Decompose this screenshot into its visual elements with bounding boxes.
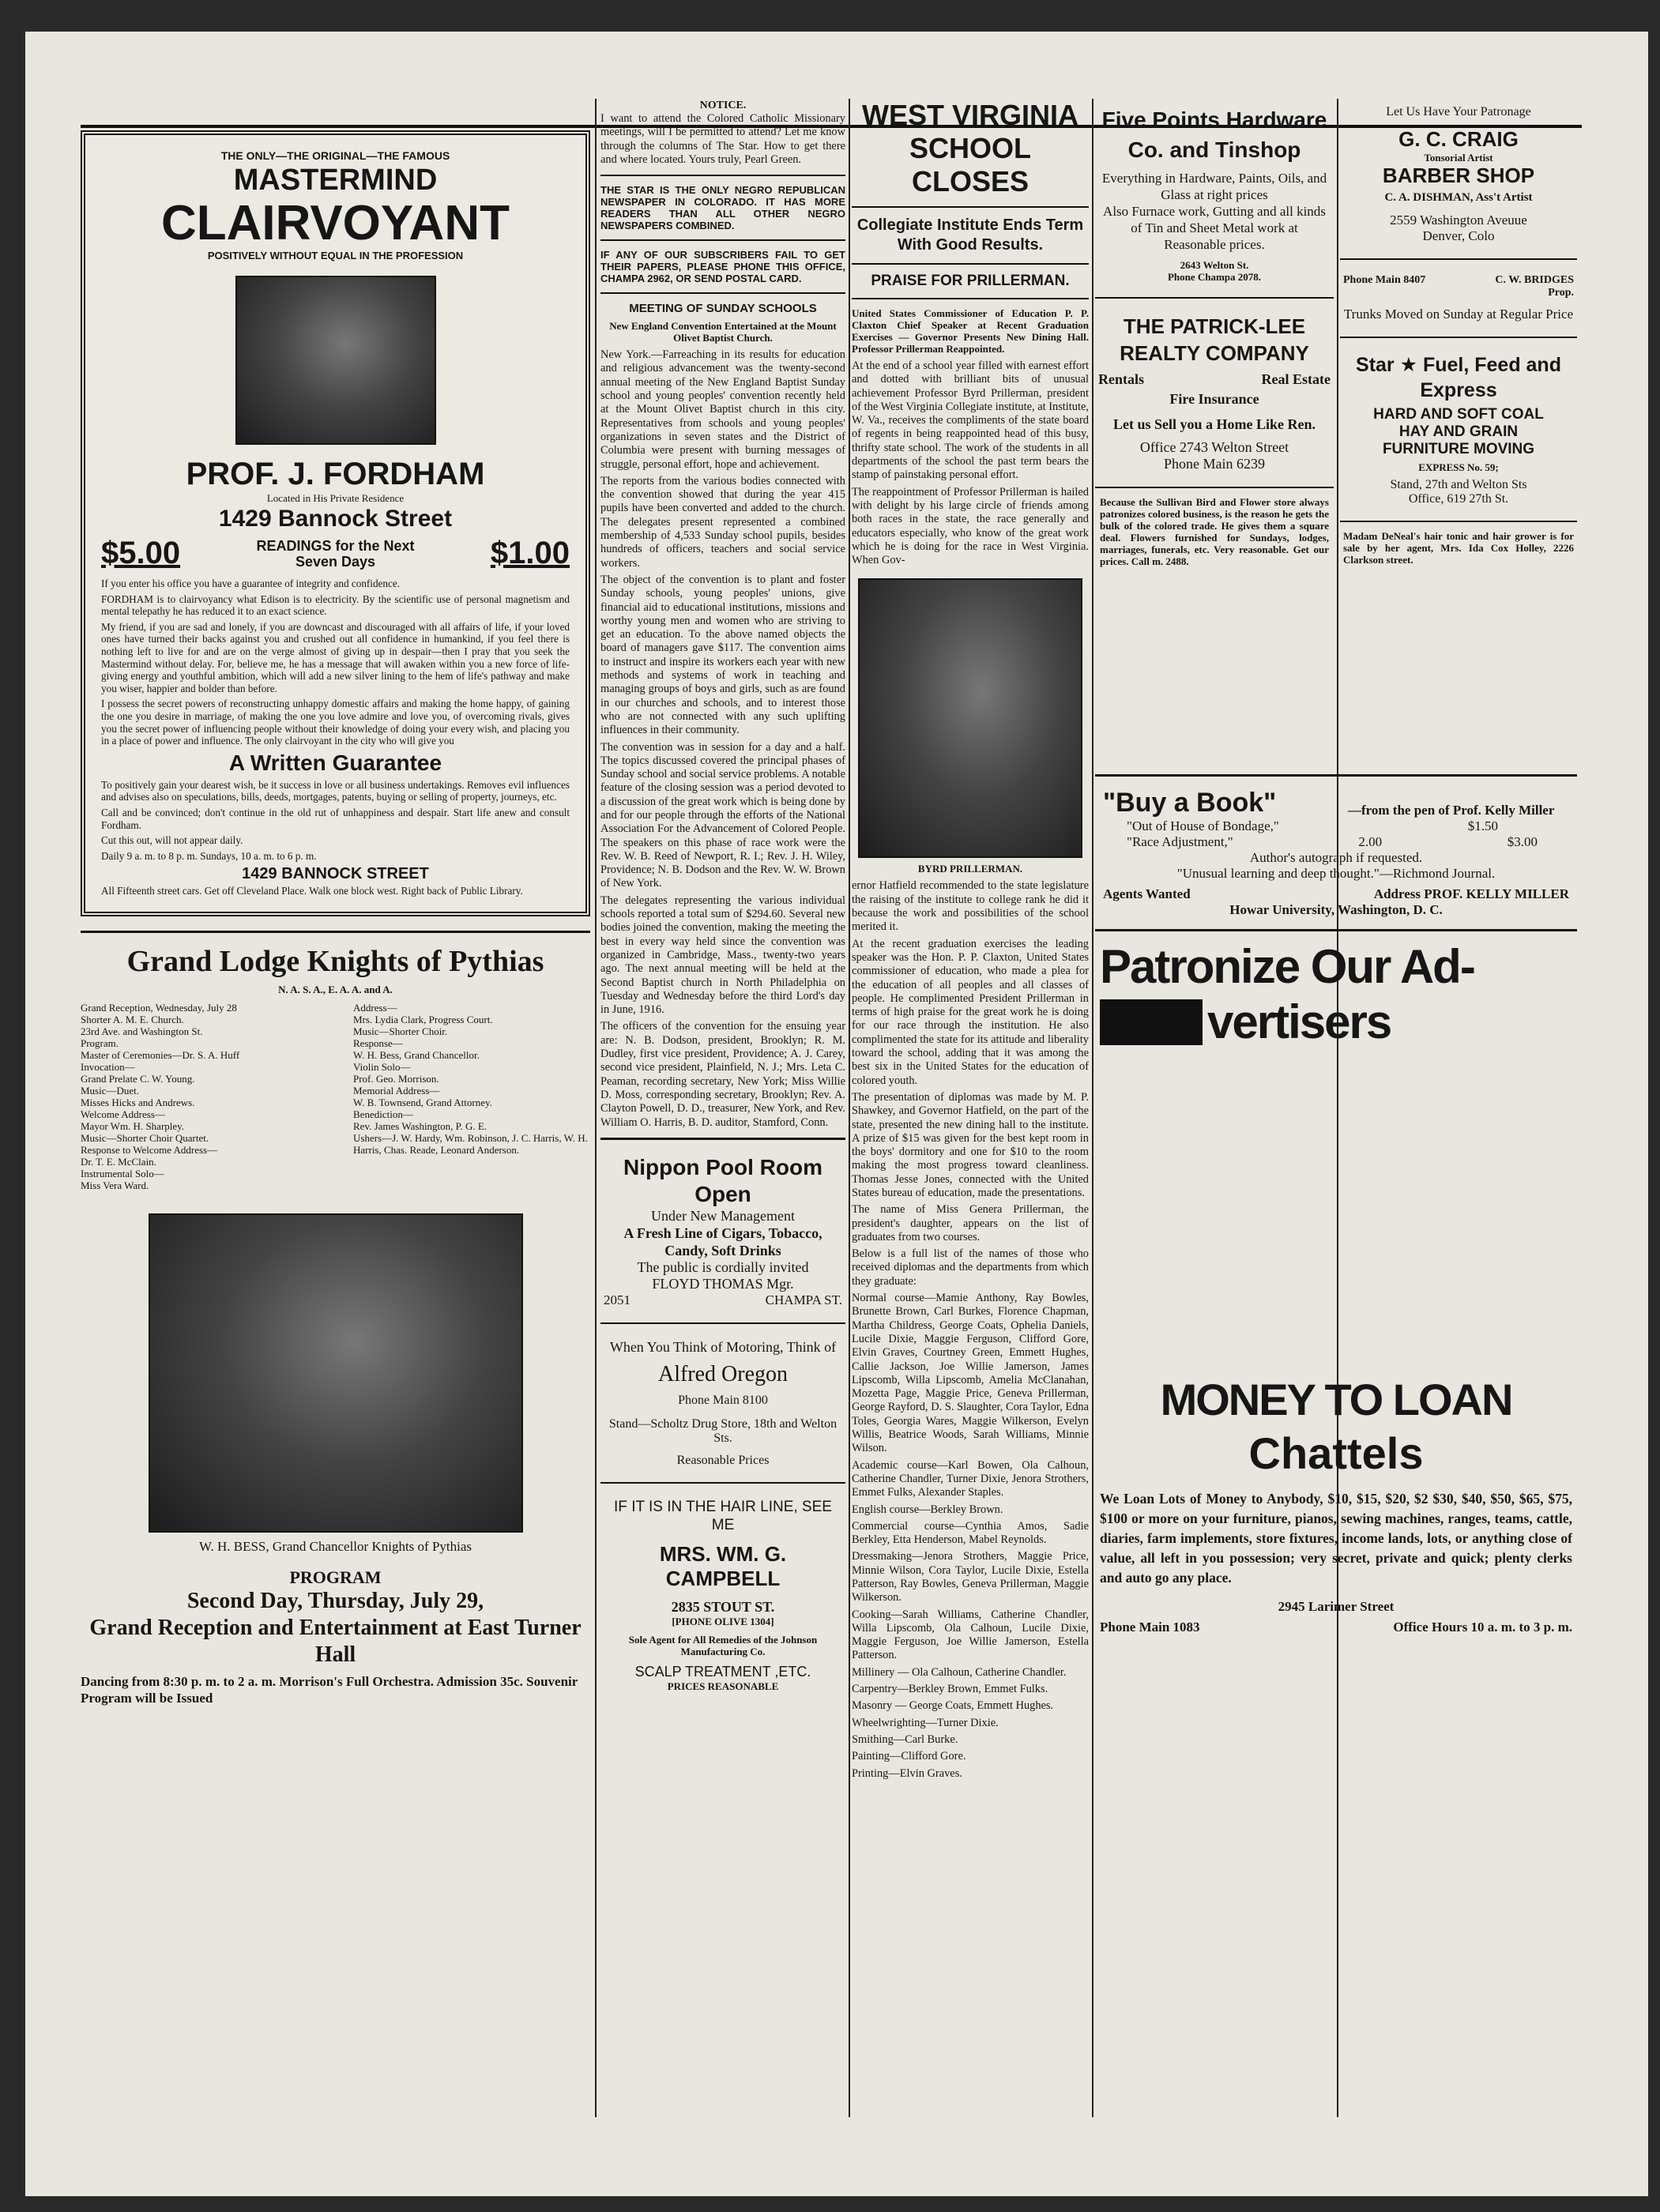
patrick-lee-real-estate: Real Estate	[1261, 371, 1331, 387]
motoring-name: Alfred Oregon	[657, 1361, 789, 1386]
patrick-lee-fire: Fire Insurance	[1169, 391, 1259, 407]
star-notice: THE STAR IS THE ONLY NEGRO REPUBLICAN NEWSPAPER IN COLORADO. IT HAS MORE READERS THAN ALL OTHER NEGRO NEWSPAPERS COMBINED.	[600, 184, 845, 232]
article-paragraph: Normal course—Mamie Anthony, Ray Bowles, Brunette Brown, Carl Burkes, Florence Chapman, Martha Childress, George Coats, Ophelia Daniels, Lucile Dixie, Maggie Ferguson, Clifford Gore, Elvin Graves, Courtney Green, Emmett Hughes, Callie Jackson, Joe Willie Jamerson, James Lipscomb, Willa Lipscomb, Amelia McClanahan, Mozetta Page, Maggie Price, Geneva Prillerman, George Rayford, D. S. Slaughter, Cora Taylor, Edna Toles, Georgia Wares, Maggie Wilkerson, Evelyn Willis, Beatrice Woods, Sarah Williams, Minnie Wilson.	[852, 1292, 1089, 1455]
article-paragraph: Smithing—Carl Burke.	[852, 1732, 958, 1746]
craig-shop: BARBER SHOP	[1382, 164, 1535, 187]
article-paragraph: New York.—Farreaching in its results for education and religious advancement was the twenty-second annual meeting of the New England Baptist Sunday school and young peoples' convention recently held at the Mount Olivet Baptist church in this city. Representatives from schools and young peoples' organizations in seven states and the District of Columbia were present with burning messages of struggle, personal effort, hope and achievement.	[600, 348, 845, 471]
divider	[852, 206, 1089, 208]
article-paragraph: The presentation of diplomas was made by M. P. Shawkey, and Governor Hatfield, on the part of the state, presented the new dining hall to the institute. A prize of $15 was given for the best kept room in the boys' dormitory and one for $10 to the room making the most progress toward cleanliness. Thomas Jesse Jones, connected with the United States bureau of education, made the presentations.	[852, 1090, 1089, 1199]
patronize-line2-row	[1100, 995, 1572, 1050]
five-points-line: Everything in Hardware, Paints, Oils, and Glass at right prices	[1101, 171, 1327, 202]
nippon-line: A Fresh Line of Cigars, Tobacco, Candy, Soft Drinks	[623, 1224, 822, 1258]
wv-headline: WEST VIRGINIA SCHOOL CLOSES	[861, 99, 1078, 198]
patrick-lee-phone: Phone Main 6239	[1164, 456, 1265, 472]
divider	[1340, 337, 1577, 338]
article-paragraph: At the end of a school year filled with earnest effort and dotted with brilliant bits of unusual achievement Professor Byrd Prillerman, president of the West Virginia Collegiate institute, at Institute, W. Va., receives the compliments of the state board of regents in being reappointed head of this busy, thrifty state school. The work of the students in all departments of the school the past term bears the stamp of painstaking personal effort.	[852, 359, 1089, 482]
star-fuel-ad	[1340, 346, 1577, 513]
motoring-stand: Stand—Scholtz Drug Store, 18th and Welton Sts.	[608, 1416, 838, 1445]
article-paragraph: Cooking—Sarah Williams, Catherine Chandler, Willa Lipscomb, Ola Calhoun, Lucile Dixie, Maggie Ferguson, Joe Willie Jamerson, Estella Patterson.	[852, 1608, 1089, 1662]
clairvoyant-ad	[81, 130, 590, 916]
notice-heading: NOTICE.	[699, 100, 747, 111]
column-5	[1340, 99, 1577, 762]
patrick-lee-ad	[1095, 307, 1334, 479]
patrick-lee-sell: Let us Sell you a Home Like Ren.	[1112, 416, 1316, 432]
article-paragraph: The delegates representing the various individual schools reported a total sum of $294.60. Several new bodies joined the convention, making the meeting the best in every way held since the convention was organized in Cambridge, Mass., twenty-two years ago. The next annual meeting will be held at the Second Baptist church in North Philadelphia on Tuesday and Wednesday before the third Lord's day in June, 1916.	[600, 893, 845, 1017]
star-fuel-line: HAY AND GRAIN	[1398, 423, 1519, 440]
ad-paragraph: If you enter his office you have a guarantee of integrity and confidence.	[101, 577, 401, 589]
nippon-street: CHAMPA ST.	[765, 1292, 842, 1307]
clairvoyant-illustration	[235, 276, 436, 445]
patrick-lee-services	[1098, 371, 1331, 388]
loan-hours: Office Hours 10 a. m. to 3 p. m.	[1393, 1620, 1572, 1635]
craig-artist: Tonsorial Artist	[1424, 152, 1493, 164]
ad-price-new: $1.00	[490, 536, 570, 570]
article-paragraph: Academic course—Karl Bowen, Ola Calhoun, Catherine Chandler, Turner Dixie, Jenora Strothers, Emmet Fulks, Alexander Staples.	[852, 1458, 1089, 1499]
ad-paragraph: My friend, if you are sad and lonely, if you are downcast and discouraged with all affairs of life, if your loved ones have turned their backs against you and crushed out all confidence in humankind, if you feel there is nothing left to live for and are on the verge almost of giving up in despair—then I pray that you seek the Mastermind without delay. For, believe me, he has a message that will awaken within you a new force of life-giving energy and youthful ambition, which will add a new silver lining to the hem of life's pathway and make you wiser, happier and bolder than before.	[101, 620, 570, 694]
article-paragraph: The reports from the various bodies connected with the convention showed that during the year 415 pupils have been converted and added to the church. The delegates present represented a combined membership of 4,533 Sunday school pupils, besides hundreds of officers, teachers and social service workers.	[600, 474, 845, 570]
hair-line: IF IT IS IN THE HAIR LINE, SEE ME	[614, 1498, 832, 1533]
divider	[852, 298, 1089, 299]
article-paragraph: Carpentry—Berkley Brown, Emmet Fulks.	[852, 1683, 1048, 1696]
article-paragraph: The convention was in session for a day and a half. The topics discussed covered the principal phases of Sunday school and social service problems. A notable feature of the closing session was a period devoted to a discussion of the great work which is being done by and for our people through the efforts of the National Association For the Advancement of Colored People. The speakers on this phase of race work were the Rev. W. B. Reed of Newport, R. I.; Rev. J. H. Wiley, Providence; N. B. Dodson and the Rev. W. W. Brown of New York.	[600, 740, 845, 890]
prillerman-caption: BYRD PRILLERMAN.	[917, 863, 1023, 875]
trunks-proprietor: C. W. BRIDGES Prop.	[1495, 274, 1574, 299]
nippon-ad	[600, 1148, 845, 1315]
five-points-ad	[1095, 99, 1334, 289]
star-fuel-express: EXPRESS No. 59;	[1418, 461, 1499, 473]
ad-paragraph: To positively gain your dearest wish, be it success in love or all business undertakings. Removes evil influences and advises also on speculations, bills, deeds, mortgages, patents, buying or selling of property, journeys, etc.	[101, 778, 570, 803]
nippon-invite: The public is cordially invited	[637, 1258, 809, 1275]
ad-guarantee: A Written Guarantee	[228, 750, 442, 775]
ad-located: Located in His Private Residence	[266, 492, 405, 504]
patrick-lee-office: Office 2743 Welton Street	[1139, 439, 1289, 455]
book-pen: —from the pen of Prof. Kelly Miller	[1348, 803, 1555, 818]
divider	[1095, 297, 1334, 299]
nippon-title: Nippon Pool Room Open	[623, 1154, 822, 1206]
grand-lodge-program	[81, 1002, 590, 1191]
program-left: Grand Reception, Wednesday, July 28 Shorter A. M. E. Church. 23rd Ave. and Washington St. Program. Master of Ceremonies—Dr. S. A. Huff Invocation— Grand Prelate C. W. Young. Music—Duet. Misses Hicks and Andrews. Welcome Address— Mayor Wm. H. Sharpley. Music—Shorter Choir Quartet. Response to Welcome Address— Dr. T. E. McClain. Instrumental Solo— Miss Vera Ward.	[81, 1001, 240, 1191]
trunks-sunday: Trunks Moved on Sunday at Regular Price	[1343, 307, 1574, 322]
five-points-address: 2643 Welton St.	[1180, 259, 1249, 271]
ad-readings: READINGS for the Next Seven Days	[256, 537, 415, 570]
column-rule	[595, 99, 597, 2117]
ad-street: 1429 BANNOCK STREET	[242, 865, 429, 883]
article-paragraph: The name of Miss Genera Prillerman, the president's daughter, appears on the list of graduates from two courses.	[852, 1203, 1089, 1243]
patrick-lee-rentals: Rentals	[1098, 371, 1144, 387]
trunks-ad	[1340, 268, 1577, 329]
divider	[852, 263, 1089, 265]
article-paragraph: Masonry — George Coats, Emmett Hughes.	[852, 1699, 1054, 1713]
wv-praise: PRAISE FOR PRILLERMAN.	[871, 273, 1070, 289]
article-paragraph: Wheelwrighting—Turner Dixie.	[852, 1716, 999, 1729]
article-paragraph: Commercial course—Cynthia Amos, Sadie Berkley, Etta Henderson, Mabel Reynolds.	[852, 1519, 1089, 1547]
motoring-phone: Phone Main 8100	[678, 1393, 768, 1407]
five-points-title: Five Points Hardware Co. and Tinshop	[1101, 107, 1327, 162]
craig-patronage: Let Us Have Your Patronage	[1386, 105, 1531, 118]
ad-paragraph: FORDHAM is to clairvoyancy what Edison is to electricity. By the scientific use of personal magnetism and mental telepathy he has reduced it to an exact science.	[101, 592, 570, 618]
article-paragraph: Dressmaking—Jenora Strothers, Maggie Price, Minnie Wilson, Cora Taylor, Lucile Dixie, Estella Patterson, Ray Bowles, Geneva Prillerman, Maggie Wilkerson.	[852, 1550, 1089, 1604]
ad-cutout: Cut this out, will not appear daily.	[101, 834, 243, 847]
divider	[600, 292, 845, 294]
article-paragraph: The officers of the convention for the ensuing year are: N. B. Dodson, president, Brooklyn; R. M. Dudley, first vice president, Providence; A. J. Carey, second vice president, Plainfield, N. J.; Mrs. Leta C. Peaman, recording secretary, New York; Miss Willie D. Moss, corresponding secretary, Brooklyn; Rev. A. Clayton Powell, D. D., treasurer, New York, and Rev. William O. Harris, B. D. auditor, Stamford, Conn.	[600, 1020, 845, 1129]
loan-title: MONEY TO LOAN	[1160, 1375, 1512, 1424]
book-agents: Agents Wanted	[1103, 886, 1191, 901]
program-heading: PROGRAM	[289, 1567, 382, 1587]
newspaper-page	[25, 32, 1648, 2196]
hair-address: 2835 STOUT ST.	[671, 1598, 775, 1615]
loan-contact-row	[1100, 1620, 1572, 1635]
money-loan-ad	[1095, 1374, 1577, 1635]
ad-paragraph: I possess the secret powers of reconstructing unhappy domestic affairs and making the home happy, of gaining the one you desire in marriage, of making the one you love admire and love you, of overcoming rivals, gives you the secret power of influencing people without their knowledge of doing your every wish, and placing you in a place of power and influence. The only clairvoyant in the city who will give you	[101, 698, 570, 747]
patronize-ad	[1095, 939, 1577, 1050]
flower-notice: Because the Sullivan Bird and Flower store always patronizes colored business, is the reason he gets the bulk of the colored trade. He gives them a square deal. Flowers furnished for Sundays, lodges, marriages, funerals, etc. Very reasonable. Get our prices. Call m. 2488.	[1100, 496, 1329, 567]
article-paragraph: Below is a full list of the names of those who received diplomas and the departments from which they graduate:	[852, 1247, 1089, 1288]
hair-name: MRS. WM. G. CAMPBELL	[659, 1541, 787, 1590]
ad-price-old: $5.00	[101, 536, 181, 570]
nippon-management: Under New Management	[651, 1207, 795, 1224]
book-agents-row	[1103, 886, 1569, 902]
divider	[1340, 521, 1577, 522]
book-ad	[1095, 784, 1577, 921]
book-title: "Buy a Book"	[1103, 788, 1277, 818]
ink-blot	[1100, 999, 1203, 1045]
craig-name: G. C. CRAIG	[1398, 127, 1519, 151]
column-2	[600, 99, 845, 2169]
article-paragraph: The object of the convention is to plant and foster Sunday schools, young peoples' unions, give financial aid to educational institutions, missions and worthy young men and women who are striving to get an education. To the above named objects the board of managers gave $117. The convention aims to instruct and inspire its workers each year with new methods and systems of work in teaching and managing groups of boys and girls, such as are found in our churches and schools, and to interest those who are not connected with any such uplifting influences in their community.	[600, 573, 845, 737]
article-paragraph: ernor Hatfield recommended to the state legislature the raising of the institute to college rank he did it because the work and possibilities of the school merited it.	[852, 879, 1089, 934]
blank-space	[1095, 1050, 1577, 1374]
bess-portrait-photo	[149, 1213, 523, 1533]
program-reception: Grand Reception and Entertainment at East Turner Hall	[89, 1615, 582, 1667]
book-price: 2.00	[1358, 834, 1383, 849]
program-day: Second Day, Thursday, July 29,	[186, 1588, 484, 1613]
ad-directions: All Fifteenth street cars. Get off Cleveland Place. Walk one block west. Right back of Public Library.	[101, 885, 523, 897]
star-fuel-stand: Stand, 27th and Welton Sts	[1390, 478, 1527, 491]
hair-tonic-notice: Madam DeNeal's hair tonic and hair grower is for sale by her agent, Mrs. Ida Cox Holley, 2226 Clarkson street.	[1343, 530, 1574, 566]
divider	[600, 1482, 845, 1484]
nippon-address-row	[604, 1292, 842, 1308]
divider	[1095, 487, 1334, 488]
divider	[600, 175, 845, 176]
column-rule	[849, 99, 850, 2117]
motoring-line: When You Think of Motoring, Think of	[609, 1338, 837, 1355]
hair-scalp: SCALP TREATMENT ,ETC.	[634, 1663, 811, 1680]
craig-assistant: C. A. DISHMAN, Ass't Artist	[1384, 191, 1533, 204]
divider	[1095, 774, 1577, 777]
article-paragraph: English course—Berkley Brown.	[852, 1503, 1003, 1516]
article-paragraph: Printing—Elvin Graves.	[852, 1766, 962, 1780]
grand-lodge-subtitle: N. A. S. A., E. A. A. and A.	[278, 983, 393, 995]
divider	[600, 239, 845, 241]
ad-price-row	[101, 536, 570, 571]
column-3	[852, 99, 1089, 2169]
article-paragraph: Painting—Clifford Gore.	[852, 1750, 966, 1763]
wide-ad-area	[1095, 774, 1577, 2117]
book-university: Howar University, Washington, D. C.	[1229, 902, 1443, 917]
hair-agent: Sole Agent for All Remedies of the Johnson Manufacturing Co.	[628, 1633, 818, 1657]
column-4	[1095, 99, 1334, 762]
book-item: "Out of House of Bondage,"	[1127, 818, 1279, 833]
ad-title-mastermind: MASTERMIND	[233, 164, 438, 197]
book-quote: "Unusual learning and deep thought."—Richmond Journal.	[1176, 866, 1496, 881]
star-fuel-line: HARD AND SOFT COAL	[1373, 406, 1544, 423]
motoring-ad	[600, 1332, 845, 1474]
trunks-phone: Phone Main 8407	[1343, 274, 1426, 286]
article-paragraph: Millinery — Ola Calhoun, Catherine Chandler.	[852, 1665, 1067, 1679]
book-item: "Race Adjustment,"	[1127, 834, 1233, 849]
craig-address: 2559 Washington Aveuue	[1390, 213, 1527, 228]
article-paragraph: At the recent graduation exercises the leading speaker was the Hon. P. P. Claxton, United States commissioner of education, who made a plea for the education of all peoples and all classes of people. He complimented President Prillerman in terms of high praise for the great work he is doing for our race through the institution. He also complimented the state for its attitude and liberality toward the school, adding that it was among the best six in the United States for the education of colored youth.	[852, 937, 1089, 1087]
divider	[1095, 929, 1577, 931]
loan-body: We Loan Lots of Money to Anybody, $10, $15, $20, $2 $30, $40, $50, $65, $75, $100 or more on your furniture, pianos, sewing machines, ranges, teams, cattle, diaries, farm implements, store fixtures, income lands, lots, or anything close of value, all left in you possession; very secret, private and quick; plenty clerks and auto go any place.	[1100, 1491, 1572, 1586]
divider	[600, 1138, 845, 1140]
star-fuel-office: Office, 619 27th St.	[1408, 492, 1509, 506]
ad-name: PROF. J. FORDHAM	[186, 457, 485, 491]
ad-hours: Daily 9 a. m. to 8 p. m. Sundays, 10 a. m. to 6 p. m.	[101, 849, 317, 862]
ad-paragraph: Call and be convinced; don't continue in the old rut of unhappiness and despair. Start life anew and consult Fordham.	[101, 806, 570, 831]
column-rule	[1092, 99, 1093, 2117]
nippon-number: 2051	[604, 1292, 630, 1307]
hair-phone: [PHONE OLIVE 1304]	[672, 1615, 774, 1627]
loan-chattels: Chattels	[1248, 1428, 1424, 1478]
patrick-lee-title: THE PATRICK-LEE REALTY COMPANY	[1120, 314, 1309, 365]
ad-address: 1429 Bannock Street	[218, 506, 453, 532]
grand-lodge-title: Grand Lodge Knights of Pythias	[126, 944, 544, 978]
star-fuel-line: FURNITURE MOVING	[1382, 441, 1535, 457]
book-address: Address PROF. KELLY MILLER	[1373, 886, 1569, 901]
book-ad-header	[1103, 788, 1569, 818]
craig-city: Denver, Colo	[1422, 228, 1495, 243]
motoring-prices: Reasonable Prices	[676, 1453, 770, 1467]
wv-deck: United States Commissioner of Education P. P. Claxton Chief Speaker at Recent Graduation Exercises — Governor Presents New Dining Hall. Professor Prillerman Reappointed.	[852, 307, 1089, 355]
star-fuel-title: Star ★ Fuel, Feed and Express	[1356, 354, 1561, 401]
patronize-line2: vertisers	[1207, 995, 1391, 1048]
article-paragraph: The reappointment of Professor Prillerman is hailed with delight by his large circle of friends among both races in the state, the race generally and educators especially, who know of the great work which he is doing for the race in West Virginia. When Gov-	[852, 485, 1089, 567]
book-price: $1.50	[1467, 818, 1498, 833]
sunday-schools-headline: MEETING OF SUNDAY SCHOOLS	[629, 302, 817, 316]
ad-tagline: POSITIVELY WITHOUT EQUAL IN THE PROFESSION	[207, 250, 464, 261]
nippon-manager: FLOYD THOMAS Mgr.	[652, 1275, 794, 1292]
column-1	[81, 99, 590, 2169]
ad-title-clairvoyant: CLAIRVOYANT	[161, 196, 510, 250]
book-item-row	[1127, 834, 1538, 850]
hair-prices: PRICES REASONABLE	[667, 1680, 779, 1692]
book-total: $3.00	[1507, 834, 1538, 849]
trunks-header-row	[1343, 274, 1574, 299]
patronize-line1: Patronize Our Ad-	[1100, 940, 1474, 993]
book-autograph: Author's autograph if requested.	[1249, 850, 1423, 865]
loan-phone: Phone Main 1083	[1100, 1620, 1200, 1635]
program-right: Address— Mrs. Lydia Clark, Progress Court. Music—Shorter Choir. Response— W. H. Bess, Grand Chancellor. Violin Solo— Prof. Geo. Morrison. Memorial Address— W. B. Townsend, Grand Attorney. Benediction— Rev. James Washington, P. G. E. Ushers—J. W. Hardy, Wm. Robinson, J. C. Harris, W. H. Harris, Chas. Reade, Leonard Anderson.	[353, 1001, 588, 1156]
five-points-line: Also Furnace work, Gutting and all kinds of Tin and Sheet Metal work at Reasonable prices.	[1103, 204, 1326, 252]
divider	[1340, 258, 1577, 260]
section-divider	[81, 931, 590, 933]
program-dancing: Dancing from 8:30 p. m. to 2 a. m. Morrison's Full Orchestra. Admission 35c. Souvenir Program will be Issued	[81, 1673, 578, 1706]
divider	[600, 1322, 845, 1324]
craig-barber-ad	[1340, 99, 1577, 250]
prillerman-portrait-photo	[858, 578, 1082, 858]
subscriber-notice: IF ANY OF OUR SUBSCRIBERS FAIL TO GET THEIR PAPERS, PLEASE PHONE THIS OFFICE, CHAMPA 2962, OR SEND POSTAL CARD.	[600, 249, 845, 285]
five-points-phone: Phone Champa 2078.	[1167, 271, 1262, 283]
loan-address: 2945 Larimer Street	[1278, 1599, 1395, 1614]
wv-subhead: Collegiate Institute Ends Term With Good Results.	[856, 216, 1084, 254]
book-item-row	[1127, 818, 1498, 834]
ad-kicker: THE ONLY—THE ORIGINAL—THE FAMOUS	[220, 149, 450, 162]
sunday-schools-deck: New England Convention Entertained at the Mount Olivet Baptist Church.	[609, 320, 837, 344]
notice-body: I want to attend the Colored Catholic Missionary meetings, will I be permitted to attend? Let me know through the columns of The Star. How to get there and where located. Yours truly, Pearl Green.	[600, 112, 845, 166]
hair-ad	[600, 1492, 845, 1698]
portrait-caption: W. H. BESS, Grand Chancellor Knights of Pythias	[198, 1538, 472, 1554]
